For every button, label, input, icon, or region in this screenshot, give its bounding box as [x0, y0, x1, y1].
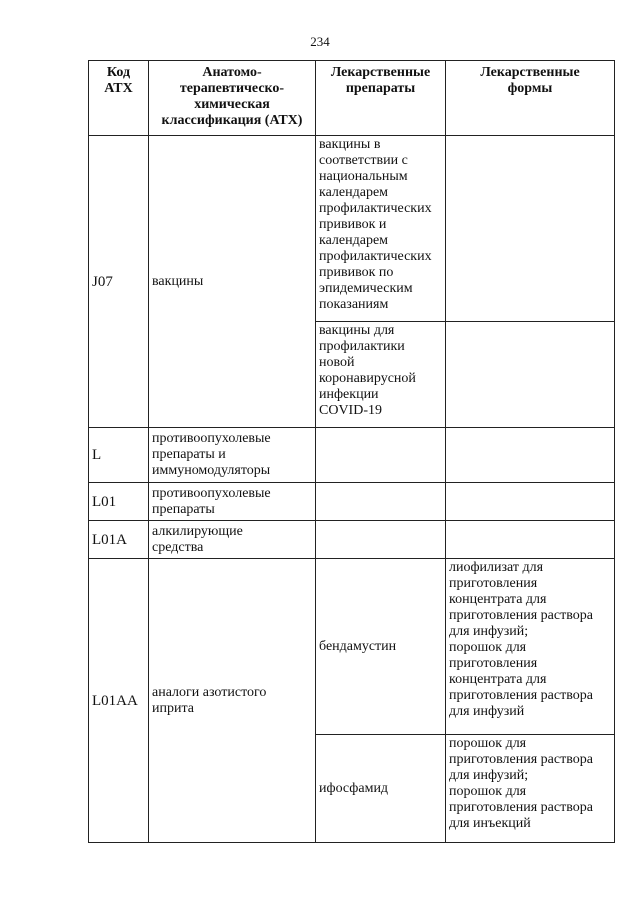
- row-l01-atc: противоопухолевые препараты: [149, 483, 316, 521]
- row-j07-code: J07: [89, 136, 149, 428]
- row-l01aa-atc: аналоги азотистого иприта: [149, 559, 316, 843]
- row-l01a-drug: [316, 521, 446, 559]
- row-l-drug: [316, 428, 446, 483]
- row-l-form: [446, 428, 615, 483]
- table-row: [89, 559, 615, 735]
- row-l01aa-form-1: лиофилизат для приготовления концентрата для приготовления раствора для инфузий; порошок для приготовления концентрата для приготовления раствора для инфузий: [446, 559, 615, 735]
- row-l01aa-form-2: порошок для приготовления раствора для инфузий; порошок для приготовления раствора для инъекций: [446, 735, 615, 843]
- row-l01-drug: [316, 483, 446, 521]
- page-number: 234: [310, 34, 330, 49]
- table-row: [89, 521, 615, 559]
- row-l01-form: [446, 483, 615, 521]
- row-l01a-form: [446, 521, 615, 559]
- header-code: Код ATX: [89, 61, 149, 136]
- table-header-row: [89, 61, 615, 136]
- table-row: [89, 428, 615, 483]
- row-l01aa-code: L01AA: [89, 559, 149, 843]
- row-j07-drug-1: вакцины в соответствии с национальным календарем профилактических прививок и календарем профилактических прививок по эпидемическим показаниям: [316, 136, 446, 322]
- row-j07-atc: вакцины: [149, 136, 316, 428]
- row-l01a-code: L01A: [89, 521, 149, 559]
- table-row: [89, 483, 615, 521]
- row-j07-form-1: [446, 136, 615, 322]
- header-drugs: Лекарственные препараты: [316, 61, 446, 136]
- atc-drug-table: [88, 60, 615, 843]
- row-l01aa-drug-1: бендамустин: [316, 559, 446, 735]
- table-row: [89, 136, 615, 322]
- row-j07-drug-2: вакцины для профилактики новой коронавирусной инфекции COVID-19: [316, 322, 446, 428]
- header-atc-classification: Анатомо- терапевтическо- химическая классификация (АТХ): [149, 61, 316, 136]
- row-l01a-atc: алкилирующие средства: [149, 521, 316, 559]
- row-j07-form-2: [446, 322, 615, 428]
- header-dosage-forms: Лекарственные формы: [446, 61, 615, 136]
- row-l01aa-drug-2: ифосфамид: [316, 735, 446, 843]
- row-l-code: L: [89, 428, 149, 483]
- row-l01-code: L01: [89, 483, 149, 521]
- row-l-atc: противоопухолевые препараты и иммуномодуляторы: [149, 428, 316, 483]
